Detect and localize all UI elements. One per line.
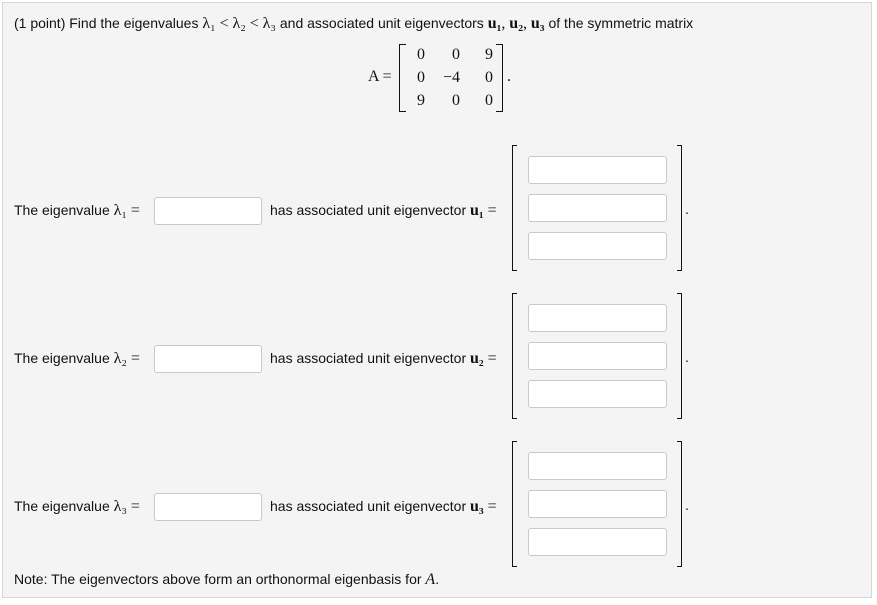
lambda-2-symbol: λ₂ bbox=[232, 15, 246, 32]
vector-1-right-bracket bbox=[677, 145, 682, 271]
eigenvalue-1-label bbox=[14, 202, 140, 220]
eigenvector-2-component-3-input[interactable] bbox=[528, 380, 667, 408]
eigenvalue-symbol: λ₃ bbox=[113, 498, 127, 515]
vector-1-left-bracket bbox=[512, 145, 517, 271]
matrix-cell: 0 bbox=[452, 92, 460, 109]
matrix-cell: 0 bbox=[417, 46, 425, 63]
matrix-cell: 0 bbox=[417, 69, 425, 86]
u3-symbol: u₃ bbox=[530, 15, 545, 32]
matrix-right-bracket bbox=[496, 44, 503, 112]
note-period: . bbox=[435, 571, 440, 587]
vector-2-right-bracket bbox=[677, 293, 682, 419]
eigenvalue-1-input[interactable] bbox=[154, 197, 262, 225]
eigenvector-1-component-3-input[interactable] bbox=[528, 232, 667, 260]
eigenvector-symbol: u₂ bbox=[470, 350, 484, 367]
eigenvector-2-component-1-input[interactable] bbox=[528, 304, 667, 332]
eigenvector-3-component-2-input[interactable] bbox=[528, 490, 667, 518]
matrix-cell: 9 bbox=[485, 46, 493, 63]
matrix-cell: 9 bbox=[417, 92, 425, 109]
note bbox=[14, 571, 439, 589]
equals-sign: = bbox=[130, 498, 140, 515]
eigenvector-text: has associated unit eigenvector bbox=[270, 498, 467, 514]
matrix-cell: 0 bbox=[452, 46, 460, 63]
eigenvalue-2-label bbox=[14, 350, 140, 368]
eigenvalue-prefix: The eigenvalue bbox=[14, 498, 110, 514]
eigenvalue-prefix: The eigenvalue bbox=[14, 202, 110, 218]
equals-sign: = bbox=[487, 202, 497, 219]
equals-sign: = bbox=[487, 498, 497, 515]
note-symbol: A bbox=[425, 571, 436, 588]
u1-symbol: u₁ bbox=[487, 15, 502, 32]
matrix-cell: 0 bbox=[485, 69, 493, 86]
matrix-label: A = bbox=[368, 68, 392, 85]
vector-1-period: . bbox=[685, 201, 689, 217]
eigenvalue-symbol: λ₁ bbox=[113, 202, 127, 219]
equals-sign: = bbox=[130, 202, 140, 219]
eigenvector-1-component-2-input[interactable] bbox=[528, 194, 667, 222]
eigenvector-1-label bbox=[270, 202, 497, 220]
eigenvector-3-component-3-input[interactable] bbox=[528, 528, 667, 556]
eigenvector-text: has associated unit eigenvector bbox=[270, 350, 467, 366]
eigenvalue-3-input[interactable] bbox=[154, 493, 262, 521]
matrix-cell: 0 bbox=[485, 92, 493, 109]
eigenvector-2-label bbox=[270, 350, 497, 368]
eigenvalue-2-input[interactable] bbox=[154, 345, 262, 373]
points-label: (1 point) bbox=[14, 15, 66, 31]
equals-sign: = bbox=[487, 350, 497, 367]
u2-symbol: u₂ bbox=[509, 15, 523, 32]
lambda-1-symbol: λ₁ bbox=[202, 15, 216, 32]
problem-panel bbox=[2, 2, 872, 598]
matrix-period: . bbox=[507, 68, 511, 85]
prompt-find: Find the eigenvalues bbox=[69, 15, 199, 31]
problem-statement bbox=[14, 13, 693, 34]
eigenvector-3-component-1-input[interactable] bbox=[528, 452, 667, 480]
eigenvector-1-component-1-input[interactable] bbox=[528, 156, 667, 184]
eigenvector-3-label bbox=[270, 498, 497, 516]
vector-2-left-bracket bbox=[512, 293, 517, 419]
less-than-1: < bbox=[219, 15, 229, 32]
vector-3-right-bracket bbox=[677, 441, 682, 567]
eigenvector-text: has associated unit eigenvector bbox=[270, 202, 467, 218]
eigenvalue-3-label bbox=[14, 498, 140, 516]
prompt-of-matrix: of the symmetric matrix bbox=[548, 15, 694, 31]
eigenvector-symbol: u₁ bbox=[470, 202, 484, 219]
eigenvector-symbol: u₃ bbox=[470, 498, 484, 515]
prompt-associated: and associated unit eigenvectors bbox=[279, 15, 484, 31]
vector-3-left-bracket bbox=[512, 441, 517, 567]
eigenvalue-symbol: λ₂ bbox=[113, 350, 127, 367]
eigenvector-2-component-2-input[interactable] bbox=[528, 342, 667, 370]
comma-2: , bbox=[523, 15, 527, 32]
note-text: Note: The eigenvectors above form an orthonormal eigenbasis for bbox=[14, 571, 422, 587]
vector-2-period: . bbox=[685, 349, 689, 365]
equals-sign: = bbox=[130, 350, 140, 367]
less-than-2: < bbox=[249, 15, 259, 32]
vector-3-period: . bbox=[685, 497, 689, 513]
lambda-3-symbol: λ₃ bbox=[262, 15, 276, 32]
comma-1: , bbox=[501, 15, 506, 32]
eigenvalue-prefix: The eigenvalue bbox=[14, 350, 110, 366]
matrix-cell: −4 bbox=[442, 69, 460, 86]
